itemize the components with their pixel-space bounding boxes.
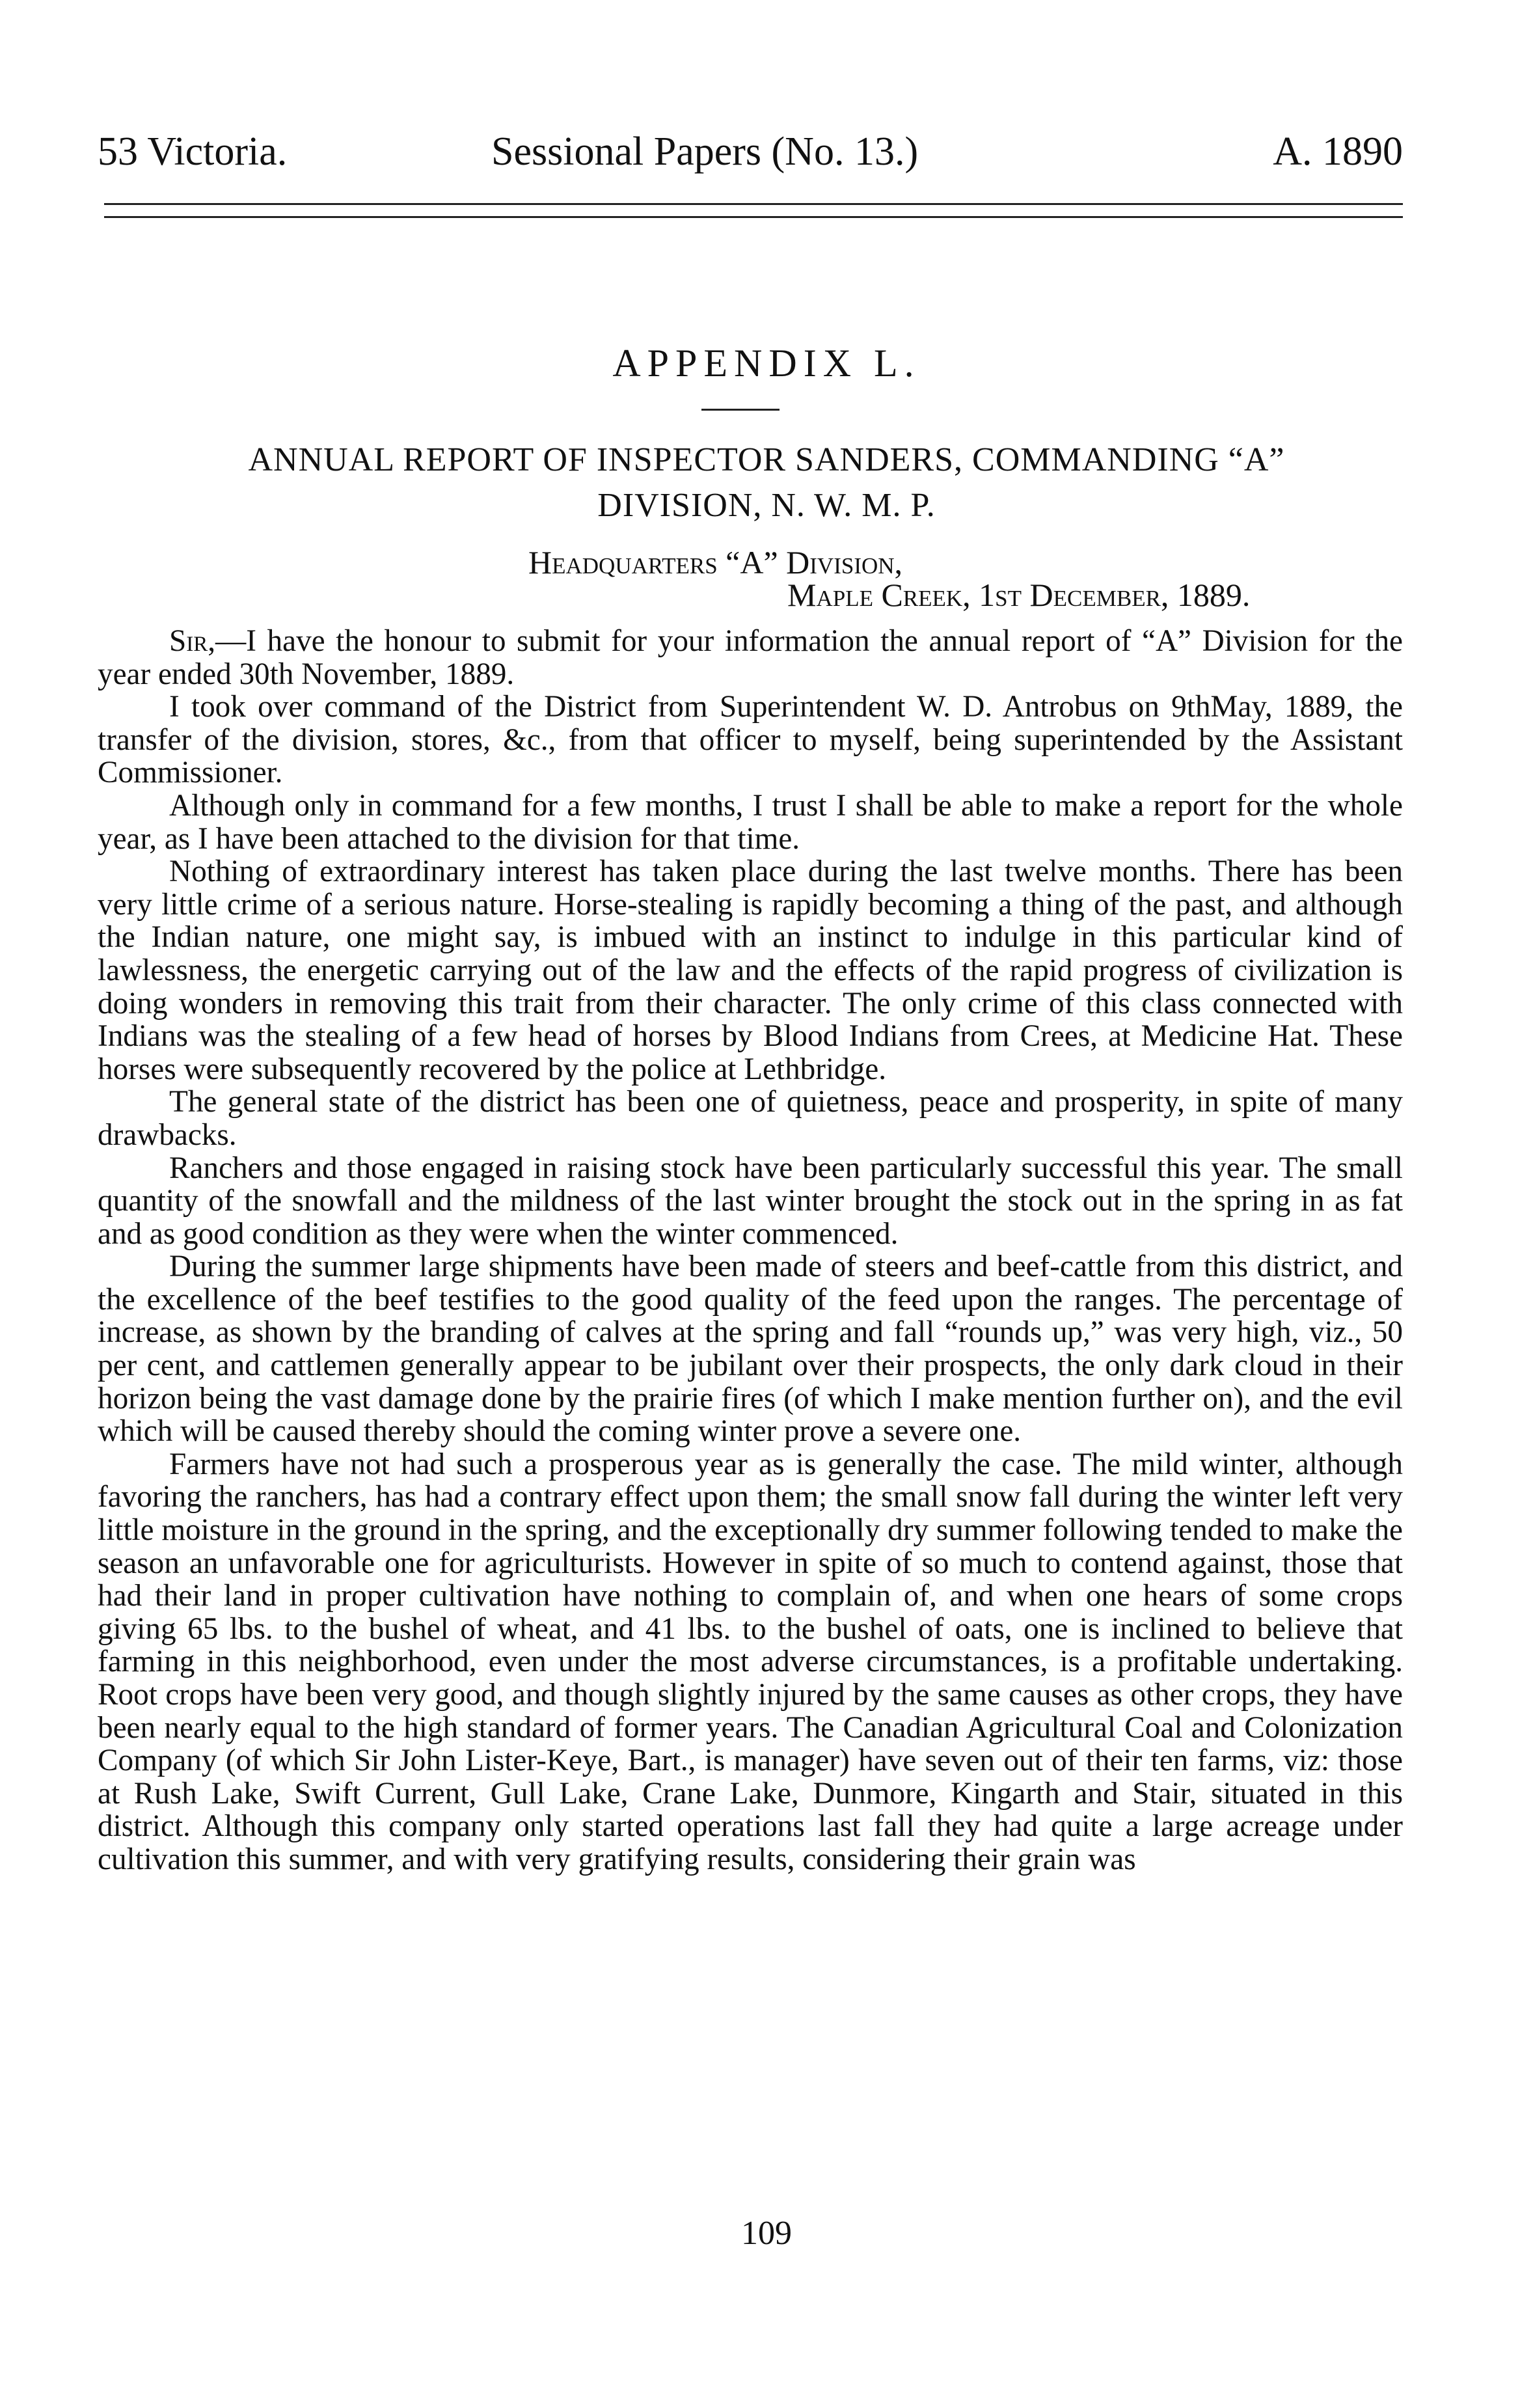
running-head [98,122,1403,181]
paragraph-8: Farmers have not had such a prosperous year as is generally the case. The mild winter, although favoring the ranchers, has had a contrary effect upon them; the small snow fall during the winter left very little moisture in the ground in the spring, and the exceptionally dry summer following tended to make the season an unfavorable one for agriculturists. However in spite of so much to contend against, those that had their land in proper cultivation have nothing to complain of, and when one hears of some crops giving 65 lbs. to the bushel of wheat, and 41 lbs. to the bushel of oats, one is inclined to believe that farming in this neighborhood, even under the most adverse circumstances, is a profitable undertaking. Root crops have been very good, and though slightly injured by the same causes as other crops, they have been nearly equal to the high standard of former years. The Canadian Agricultural Coal and Colonization Company (of which Sir John Lister-Keye, Bart., is manager) have seven out of their ten farms, viz: those at Rush Lake, Swift Current, Gull Lake, Crane Lake, Dunmore, Kingarth and Stair, situated in this district. Although this company only started operations last fall they had quite a large acreage under cultivation this summer, and with very gratifying results, considering their grain was [98,1447,1403,1876]
header-rule-bottom [104,216,1403,218]
title-divider [701,409,780,411]
paragraph-2: I took over command of the District from Superintendent W. D. Antrobus on 9thMay, 1889, the transfer of the division, stores, &c., from that officer to myself, being superintended by the Assistant Commissioner. [98,690,1403,790]
letter-heading-headquarters: Headquarters “A” Division, [528,544,903,581]
paragraph-7: During the summer large shipments have been made of steers and beef-cattle from this district, and the excellence of the beef testifies to the good quality of the feed upon the ranges. The percentage of increase, as shown by the branding of calves at the spring and fall “rounds up,” was very high, viz., 50 per cent, and cattlemen generally appear to be jubilant over their prospects, the only dark cloud in their horizon being the vast damage done by the prairie fires (of which I make mention further on), and the evil which will be caused thereby should the coming winter prove a severe one. [98,1250,1403,1449]
paragraph-6: Ranchers and those engaged in raising stock have been particularly successful this year. The small quantity of the snowfall and the mildness of the last winter brought the stock out in the spring in as fat and as good condition as they were when the winter commenced. [98,1151,1403,1251]
paragraph-1-text: —I have the honour to submit for your information the annual report of “A” Division for the year ended 30th November, 1889. [98,624,1403,691]
salutation: Sir, [169,624,216,658]
report-title-line-2: DIVISION, N. W. M. P. [597,487,936,524]
page-number: 109 [741,2215,792,2252]
appendix-title: APPENDIX L. [612,342,921,385]
report-title-line-1: ANNUAL REPORT OF INSPECTOR SANDERS, COMMANDING “A” [248,441,1285,478]
paragraph-1 [98,625,1403,691]
running-head-session: 53 Victoria. [98,130,288,174]
paragraph-3: Although only in command for a few months, I trust I shall be able to make a report for the whole year, as I have been attached to the division for that time. [98,788,1403,856]
report-title [104,437,1429,528]
running-head-sessional-papers: Sessional Papers (No. 13.) [491,130,919,174]
paragraph-4: Nothing of extraordinary interest has taken place during the last twelve months. There has been very little crime of a serious nature. Horse-stealing is rapidly becoming a thing of the past, and although the Indian nature, one might say, is imbued with an instinct to indulge in this particular kind of lawlessness, the energetic carrying out of the law and the effects of the rapid progress of civilization is doing wonders in removing this trait from their character. The only crime of this class connected with Indians was the stealing of a few head of horses by Blood Indians from Crees, at Medicine Hat. These horses were subsequently recovered by the police at Lethbridge. [98,855,1403,1086]
letter-heading-place-date: Maple Creek, 1st December, 1889. [787,577,1251,613]
header-rule-top [104,203,1403,205]
letter-body [98,625,1403,1876]
paragraph-5: The general state of the district has been one of quietness, peace and prosperity, in spite of many drawbacks. [98,1085,1403,1152]
running-head-year: A. 1890 [1273,130,1403,174]
